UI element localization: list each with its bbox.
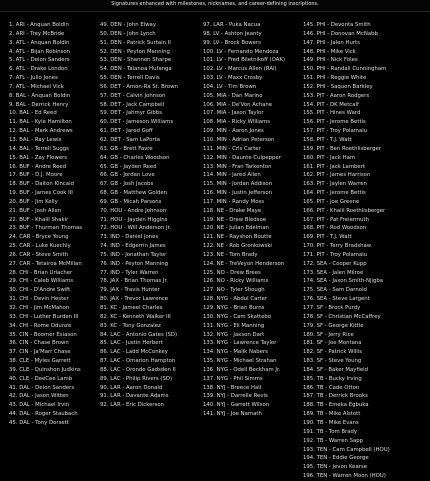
- checklist-entry: 122. NE - Rob Gronkowski: [203, 243, 272, 250]
- checklist-entry: 4. ATL - Bijan Robinson: [9, 48, 71, 55]
- checklist-entry: 83. KC - Tony Gonzalez: [100, 322, 161, 329]
- checklist-entry: 152. PHI - Saquon Barkley: [303, 83, 373, 90]
- checklist-entry: 33. CHI - Luther Burden III: [9, 313, 79, 320]
- checklist-entry: 63. GB - Brett Favre: [100, 145, 153, 152]
- checklist-entry: 140. NYJ - Garrett Wilson: [203, 402, 270, 409]
- checklist-entry: 102. LV - Marcus Allen (RAI): [203, 66, 277, 73]
- checklist-entry: 60. DET - Jameson Williams: [100, 119, 174, 126]
- checklist-entry: 87. LAC - Omarion Hampton: [100, 358, 176, 365]
- checklist-entry: 139. NYJ - Darrelle Revis: [203, 393, 268, 400]
- checklist-entry: 2. ARI - Trey McBride: [9, 30, 65, 37]
- checklist-entry: 196. TEN - Warren Moon (HOU): [303, 473, 386, 480]
- checklist-entry: 62. DET - Sam LaPorta: [100, 136, 160, 143]
- checklist-entry: 90. LAR - Aaron Donald: [100, 384, 163, 391]
- checklist-entry: 34. CHI - Rome Odunze: [9, 322, 72, 329]
- checklist-entry: 109. MIN - Aaron Jones: [203, 128, 264, 135]
- checklist-entry: 79. JAX - Travis Hunter: [100, 287, 160, 294]
- checklist-entry: 116. MIN - Justin Jefferson: [203, 190, 272, 197]
- checklist-entry: 176. SEA - Steve Largent: [303, 296, 370, 303]
- checklist-entry: 192. TB - Warren Sapp: [303, 437, 364, 444]
- checklist-entry: 104. LV - Tim Brown: [203, 83, 257, 90]
- checklist-entry: 118. NE - Drake Maye: [203, 207, 262, 214]
- checklist-entry: 10. BAL - Ed Reed: [9, 110, 57, 117]
- checklist-entry: 156. PIT - Jerome Bettis: [303, 119, 366, 126]
- checklist-entry: 168. PIT - Rod Woodson: [303, 225, 367, 232]
- checklist-entry: 39. CLE - Quinshon Judkins: [9, 366, 81, 373]
- checklist-entry: 128. NYG - Abdul Carter: [203, 296, 268, 303]
- checklist-entry: 113. MIN - Fran Tarkenton: [203, 163, 272, 170]
- checklist-entry: 163. PIT - Jaylen Warren: [303, 181, 367, 188]
- checklist-entry: 135. NYG - Michael Strahan: [203, 358, 277, 365]
- checklist-entry: 11. BAL - Kyle Hamilton: [9, 119, 72, 126]
- checklist-entry: 12. BAL - Mark Andrews: [9, 128, 73, 135]
- checklist-entry: 85. LAC - Justin Herbert: [100, 340, 163, 347]
- checklist-entry: 119. NE - Drew Bledsoe: [203, 216, 267, 223]
- checklist-entry: 29. CHI - Caleb Williams: [9, 278, 74, 285]
- checklist-entry: 136. NYG - Odell Beckham Jr.: [203, 366, 281, 373]
- checklist-entry: 120. NE - Julian Edelman: [203, 225, 269, 232]
- checklist-entry: 188. TB - Emeka Egbuka: [303, 402, 369, 409]
- checklist-entry: 49. DEN - John Elway: [100, 22, 156, 28]
- checklist-entry: 155. PIT - Hines Ward: [303, 110, 361, 117]
- checklist-entry: 26. CAR - Steve Smith: [9, 251, 69, 258]
- checklist-column-1: [9, 21, 97, 430]
- checklist-entry: 14. BAL - Terrell Suggs: [9, 145, 69, 152]
- checklist-entry: 158. PIT - T.J. Watt: [303, 136, 352, 143]
- checklist-entry: 150. PHI - Randall Cunningham: [303, 66, 387, 73]
- checklist-entry: 167. PIT - Pat Freiermuth: [303, 216, 370, 223]
- checklist-entry: 141. NYJ - Joe Namath: [203, 411, 262, 418]
- checklist-entry: 165. PIT - Joe Greene: [303, 198, 360, 205]
- checklist-entry: 111. MIN - Cris Carter: [203, 145, 261, 152]
- checklist-entry: 189. TB - Mike Alstott: [303, 411, 361, 418]
- checklist-entry: 71. HOU - Jayden Higgins: [100, 216, 168, 223]
- checklist-entry: 30. CHI - D'Andre Swift: [9, 287, 71, 294]
- checklist-entry: 25. CAR - Luke Kuechly: [9, 243, 71, 250]
- checklist-entry: 164. PIT - Jerome Bettis: [303, 190, 366, 197]
- checklist-entry: 91. LAR - Davante Adams: [100, 393, 169, 400]
- checklist-entry: 132. NYG - Jaxson Dart: [203, 331, 265, 338]
- checklist-entry: 88. LAC - Oronde Gadsden II: [100, 366, 176, 373]
- checklist-entry: 51. DEN - Patrick Surtain II: [100, 39, 171, 46]
- checklist-entry: 186. TB - Cade Otton: [303, 384, 360, 391]
- checklist-entry: 23. BUF - Thurman Thomas: [9, 225, 83, 232]
- checklist-entry: 35. CIN - Boomer Esiason: [9, 331, 77, 338]
- checklist-column-3: [203, 21, 298, 430]
- checklist-entry: 61. DET - Jared Goff: [100, 128, 153, 135]
- checklist-entry: 117. MIN - Randy Moss: [203, 198, 265, 205]
- checklist-entry: 27. CAR - Tetairoa McMillan: [9, 260, 82, 267]
- checklist-entry: 20. BUF - Jim Kelly: [9, 198, 58, 205]
- checklist-entry: 74. IND - Edgerrin James: [100, 243, 166, 250]
- checklist-entry: 194. TEN - Eddie George: [303, 455, 369, 462]
- checklist-entry: 151. PHI - Reggie White: [303, 75, 367, 82]
- checklist-entry: 181. SF - Joe Montana: [303, 340, 362, 347]
- checklist-entry: 162. PIT - James Harrison: [303, 172, 371, 179]
- checklist-entry: 121. NE - Rayshon Boutte: [203, 234, 272, 241]
- page-subtitle: Signatures enhanced with milestones, nicknames, and career-defining inscriptions.: [111, 1, 319, 7]
- checklist-entry: 72. HOU - Will Anderson Jr.: [100, 225, 172, 232]
- checklist-entry: 42. DAL - Jason Witten: [9, 393, 69, 400]
- checklist-entry: 184. SF - Baker Mayfield: [303, 366, 368, 373]
- checklist-entry: 43. DAL - Michael Irvin: [9, 402, 70, 409]
- checklist-entry: 1. ARI - Anquan Boldin: [9, 22, 69, 28]
- checklist-entry: 99. LV - Brock Bowers: [203, 39, 261, 46]
- checklist-entry: 179. SF - George Kittle: [303, 322, 364, 329]
- checklist-entry: 92. LAR - Eric Dickerson: [100, 402, 165, 409]
- checklist-entry: 65. GB - Jayden Reed: [100, 163, 157, 170]
- checklist-entry: 7. ATL - Julio Jones: [9, 75, 58, 82]
- checklist-entry: 36. CIN - Chase Brown: [9, 340, 69, 347]
- checklist-entry: 183. SF - Steve Young: [303, 358, 362, 365]
- checklist-entry: 177. SF - Brock Purdy: [303, 305, 361, 311]
- checklist-entry: 50. DEN - John Lynch: [100, 30, 156, 37]
- checklist-entry: 171. PIT - Troy Polamalu: [303, 251, 368, 258]
- checklist-entry: 123. NE - Tom Brady: [203, 251, 258, 258]
- checklist-entry: 169. PIT - T.J. Watt: [303, 234, 352, 241]
- checklist-entry: 166. PIT - Khalil Roethlisberger: [303, 207, 386, 214]
- header-bar: [0, 0, 430, 12]
- checklist-entry: 134. NYG - Malik Nabers: [203, 349, 268, 356]
- checklist-entry: 19. BUF - James Cook III: [9, 190, 73, 197]
- checklist-entry: 103. LV - Maxx Crosby: [203, 75, 263, 82]
- checklist-entry: 149. PHI - Nick Foles: [303, 57, 358, 64]
- checklist-entry: 187. TB - Derrick Brooks: [303, 393, 368, 400]
- checklist-entry: 131. NYG - Eli Manning: [203, 322, 265, 329]
- checklist-entry: 5. ATL - Deion Sanders: [9, 57, 70, 64]
- checklist-entry: 22. BUF - Khalil Shakir: [9, 216, 69, 223]
- checklist-entry: 75. IND - Jonathan Taylor: [100, 251, 167, 258]
- checklist-entry: 130. NYG - Cam Skattebo: [203, 313, 272, 320]
- checklist-entry: 124. NE - TreVeyon Henderson: [203, 260, 285, 267]
- checklist-entry: 31. CHI - Devin Hester: [9, 296, 69, 303]
- checklist-entry: 18. BUF - Dalton Kincaid: [9, 181, 74, 188]
- checklist-entry: 193. TEN - Cam Campbell (HOU): [303, 446, 390, 453]
- checklist-entry: 195. TEN - Jevon Kearse: [303, 464, 368, 471]
- checklist-entry: 146. PHI - Donovan McNabb: [303, 30, 378, 37]
- checklist-entry: 21. BUF - Josh Allen: [9, 207, 62, 214]
- checklist-entry: 174. SEA - Jaxon Smith-Njigba: [303, 278, 384, 285]
- checklist-entry: 153. PIT - Aaron Rodgers: [303, 92, 370, 99]
- checklist-entry: 126. NO - Ricky Williams: [203, 278, 269, 285]
- checklist-entry: 44. DAL - Roger Staubach: [9, 411, 78, 418]
- checklist-entry: 182. SF - Patrick Willis: [303, 349, 363, 356]
- checklist-entry: 15. BAL - Zay Flowers: [9, 154, 68, 161]
- checklist-entry: 17. BUF - D.J. Moore: [9, 172, 63, 179]
- checklist-entry: 81. KC - Jameel Charles: [100, 305, 163, 311]
- checklist-entry: 137. NYG - Phil Simms: [203, 375, 263, 382]
- checklist-entry: 37. CIN - Ja'Marr Chase: [9, 349, 71, 356]
- checklist-entry: 160. PIT - Jack Ham: [303, 154, 356, 161]
- checklist-entry: 58. DET - Jack Campbell: [100, 101, 165, 108]
- checklist-entry: 8. BAL - Anquan Boldin: [9, 92, 71, 99]
- checklist-entry: 56. DET - Amon-Ra St. Brown: [100, 83, 178, 90]
- checklist-entry: 40. CLE - DeeCee Lamb: [9, 375, 73, 382]
- checklist-entry: 98. LV - Ashton Jeanty: [203, 30, 262, 37]
- checklist-entry: 86. LAC - Ladd McConkey: [100, 349, 168, 356]
- checklist-entry: 7. ATL - Michael Vick: [9, 83, 64, 90]
- checklist-entry: 101. LV - Fred Biletnikoff (OAK): [203, 57, 285, 64]
- checklist-entry: 76. IND - Peyton Manning: [100, 260, 169, 267]
- checklist-entry: 180. SF - Jerry Rice: [303, 331, 354, 338]
- checklist-entry: 41. DAL - Deion Sanders: [9, 384, 75, 391]
- checklist-entry: 127. NO - Tyler Shough: [203, 287, 265, 294]
- checklist-entry: 106. MIA - De'Von Achane: [203, 101, 273, 108]
- checklist-entry: 82. KC - Kenneth Walker III: [100, 313, 171, 320]
- checklist-entry: 78. JAX - Brian Thomas Jr.: [100, 278, 168, 285]
- checklist-entry: 53. DEN - Shannon Sharpe: [100, 57, 172, 64]
- checklist-entry: 110. MIN - Adrian Peterson: [203, 136, 275, 143]
- checklist-entry: 67. GB - Josh Jacobs: [100, 181, 154, 188]
- checklist-entry: 16. BUF - Andre Reed: [9, 163, 67, 170]
- checklist-entry: 9. BAL - Derrick Henry: [9, 101, 69, 108]
- checklist-entry: 55. DEN - Terrell Davis: [100, 75, 160, 82]
- checklist-entry: 77. IND - Tyler Warren: [100, 269, 159, 276]
- checklist-entry: 108. MIA - Ricky Williams: [203, 119, 271, 126]
- checklist-entry: 6. ATL - Drake London: [9, 66, 68, 73]
- checklist-entry: 69. GB - Micah Parsons: [100, 198, 162, 205]
- checklist-entry: 125. NO - Drew Brees: [203, 269, 261, 276]
- checklist-entry: 32. CHI - Jim McMahon: [9, 305, 70, 311]
- checklist-entry: 175. SEA - Sam Darnold: [303, 287, 367, 294]
- checklist-entry: 73. IND - Daniel Jones: [100, 234, 159, 241]
- checklist-entry: 147. PHI - Jalen Hurts: [303, 39, 360, 46]
- checklist-entry: 45. DAL - Tony Dorsett: [9, 419, 69, 426]
- checklist-entry: 105. MIA - Dan Marino: [203, 92, 263, 99]
- checklist-entry: 52. DEN - Peyton Manning: [100, 48, 170, 55]
- checklist-entry: 57. DET - Calvin Johnson: [100, 92, 166, 99]
- checklist-entry: 157. PIT - Troy Polamalu: [303, 128, 368, 135]
- checklist-entry: 59. DET - Jahmyr Gibbs: [100, 110, 162, 117]
- checklist-entry: 80. JAX - Trevor Lawrence: [100, 296, 169, 303]
- checklist-entry: 97. LAR - Puka Nacua: [203, 22, 261, 28]
- checklist-entry: 133. NYG - Lawrence Taylor: [203, 340, 277, 347]
- checklist-entry: 138. NYJ - Breece Hall: [203, 384, 262, 391]
- checklist-entry: 114. MIN - Jared Allen: [203, 172, 261, 179]
- checklist-entry: 159. PIT - Ben Roethlisberger: [303, 145, 381, 152]
- checklist-entry: 3. ATL - Anquan Boldin: [9, 39, 70, 46]
- checklist-entry: 185. TB - Bucky Irving: [303, 375, 362, 382]
- checklist-entry: 54. DEN - Talanoa Hufanga: [100, 66, 172, 73]
- checklist-entry: 115. MIN - Jordan Addison: [203, 181, 273, 188]
- checklist-entry: 191. TB - Tom Brady: [303, 428, 358, 435]
- checklist-entry: 161. PIT - Jack Lambert: [303, 163, 365, 170]
- checklist-entry: 172. SEA - Cooper Kupp: [303, 260, 367, 267]
- checklist-entry: 84. LAC - Antonio Gates (SD): [100, 331, 178, 338]
- checklist-entry: 70. HOU - Andre Johnson: [100, 207, 167, 214]
- checklist-column-4: [303, 21, 428, 480]
- checklist-columns: [0, 21, 430, 480]
- checklist-entry: 129. NYG - Brian Burns: [203, 305, 265, 311]
- checklist-entry: 148. PHI - Mike Vick: [303, 48, 356, 55]
- checklist-entry: 173. SEA - Jalen Milroe: [303, 269, 364, 276]
- checklist-entry: 64. GB - Charles Woodson: [100, 154, 170, 161]
- checklist-entry: 107. MIA - Jason Taylor: [203, 110, 264, 117]
- checklist-entry: 190. TB - Mike Evans: [303, 419, 359, 426]
- checklist-entry: 145. PHI - Devonta Smith: [303, 22, 371, 28]
- checklist-entry: 38. CLE - Myles Garrett: [9, 358, 71, 365]
- checklist-entry: 170. PIT - Terry Bradshaw: [303, 243, 372, 250]
- checklist-entry: 28. CHI - Brian Urlacher: [9, 269, 73, 276]
- checklist-entry: 66. GB - Jordan Love: [100, 172, 155, 179]
- checklist-entry: 100. LV - Fernando Mendoza: [203, 48, 279, 55]
- checklist-entry: 178. SF - Christian McCaffrey: [303, 313, 381, 320]
- checklist-column-2: [100, 21, 196, 430]
- checklist-entry: 154. PIT - DK Metcalf: [303, 101, 359, 108]
- checklist-entry: 13. BAL - Ray Lewis: [9, 136, 62, 143]
- checklist-entry: 68. GB - Matthew Golden: [100, 190, 168, 197]
- checklist-entry: 24. CAR - Bryce Young: [9, 234, 69, 241]
- checklist-entry: 112. MIN - Daunte Culpepper: [203, 154, 281, 161]
- checklist-entry: 89. LAC - Philip Rivers (SD): [100, 375, 173, 382]
